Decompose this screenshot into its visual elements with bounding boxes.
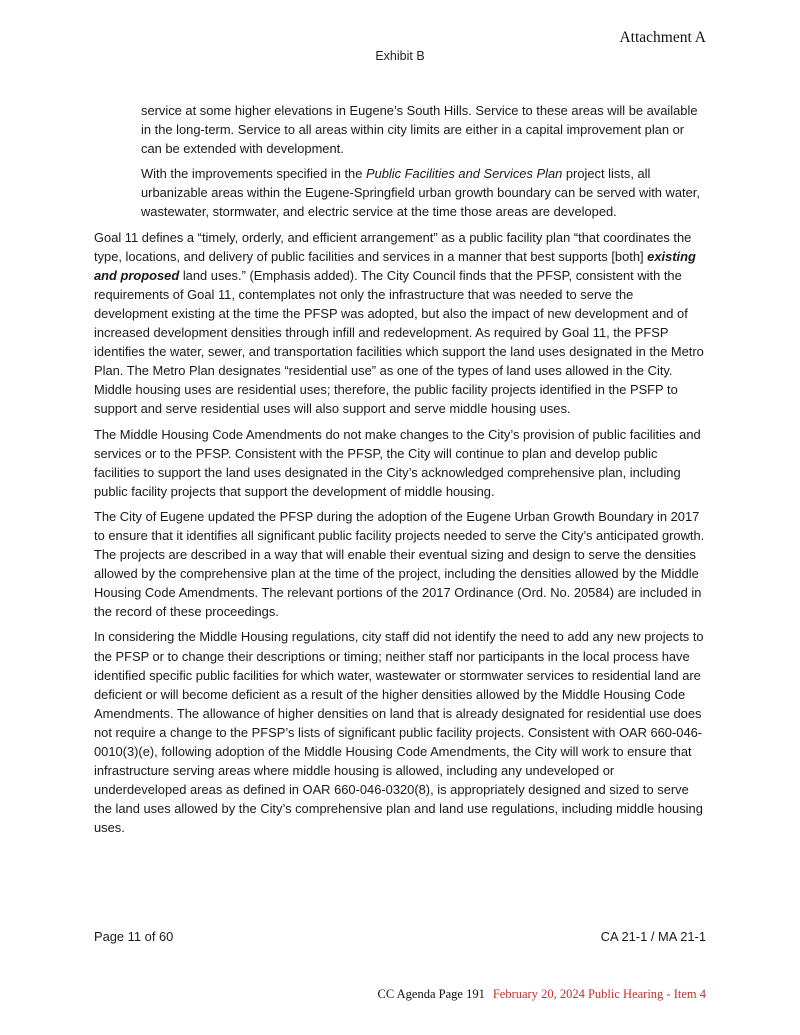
plan-title-italic: Public Facilities and Services Plan	[365, 166, 563, 182]
paragraph-pfsp-improvements	[141, 164, 706, 221]
paragraph-text: With the improvements specified in the	[141, 166, 366, 182]
paragraph-text: service at some higher elevations in Eugene’s South Hills. Service to these areas will be available in the long-term. Service to all areas within city limits are either in a capital improvement plan or can be extended with development.	[141, 103, 698, 157]
paragraph-code-amendments	[94, 425, 706, 501]
paragraph-goal-11	[94, 228, 706, 419]
paragraph-text: The Middle Housing Code Amendments do not make changes to the City’s provision of public facilities and services or to the PFSP. Consistent with the PFSP, the City will continue to plan and develop public facilities to support the land uses designated in the City’s acknowledged comprehensive plan, including public facility projects that support the development of middle housing.	[94, 426, 701, 499]
page-number: Page 11 of 60	[94, 929, 174, 944]
agenda-footer	[378, 987, 706, 1002]
paragraph-pfsp-update-2017	[94, 507, 706, 622]
paragraph-text: The City of Eugene updated the PFSP during the adoption of the Eugene Urban Growth Boundary in 2017 to ensure that it identifies all significant public facility projects needed to serve the City’s anticipated growth. The projects are described in a way that will enable their eventual sizing and design to serve the densities allowed by the comprehensive plan at the time of the project, including the densities allowed by the Middle Housing Code Amendments. The relevant portions of the 2017 Ordinance (Ord. No. 20584) are included in the record of these proceedings.	[94, 508, 705, 620]
paragraph-text: land uses.” (Emphasis added). The City Council finds that the PFSP, consistent with the requirements of Goal 11, contemplates not only the infrastructure that was needed to serve the development existing at the time the PFSP was adopted, but also the impact of new development and of increased development densities through infill and redevelopment. As required by Goal 11, the PFSP identifies the water, sewer, and transportation facilities which support the land uses designated in the Metro Plan. The Metro Plan designates “residential use” as one of the types of land uses allowed in the City. Middle housing uses are residential uses; therefore, the public facility projects identified in the PSFP to support and serve residential uses will also support and serve middle housing uses.	[94, 267, 704, 417]
agenda-page-label: CC Agenda Page 191	[377, 987, 485, 1001]
paragraph-text: In considering the Middle Housing regulations, city staff did not identify the need to add any new projects to the PFSP or to change their descriptions or timing; neither staff nor participants in the local process have identified specific public facilities for which water, wastewater or stormwater services to residential land are deficient or will become deficient as a result of the higher densities allowed by the Middle Housing Code Amendments. The allowance of higher densities on land that is already designated for residential use does not require a change to the PFSP’s lists of significant public facility projects. Consistent with OAR 660-046-0010(3)(e), following adoption of the Middle Housing Code Amendments, the City will work to ensure that infrastructure serving areas where middle housing is allowed, including any undeveloped or underdeveloped areas as defined in OAR 660-046-0320(8), is appropriately designed and sized to serve the land uses allowed by the City’s comprehensive plan and land use regulations, including middle housing uses.	[94, 629, 704, 836]
attachment-label: Attachment A	[619, 29, 706, 46]
case-number: CA 21-1 / MA 21-1	[600, 929, 706, 944]
hearing-label: February 20, 2024 Public Hearing - Item 4	[492, 987, 706, 1001]
paragraph-text: Goal 11 defines a “timely, orderly, and efficient arrangement” as a public facility plan “that coordinates the type, locations, and delivery of public facilities and services in a manner that best supports [both]	[94, 229, 692, 264]
document-body	[94, 101, 706, 843]
paragraph-middle-housing-regulations	[94, 627, 706, 837]
exhibit-label: Exhibit B	[375, 49, 425, 63]
paragraph-text: project lists, all urbanizable areas within the Eugene-Springfield urban growth boundary can be served with water, wastewater, stormwater, and electric service at the time those areas are developed.	[141, 166, 700, 220]
paragraph-service-south-hills	[141, 101, 706, 158]
emphasis-text: existing and proposed	[94, 248, 696, 283]
